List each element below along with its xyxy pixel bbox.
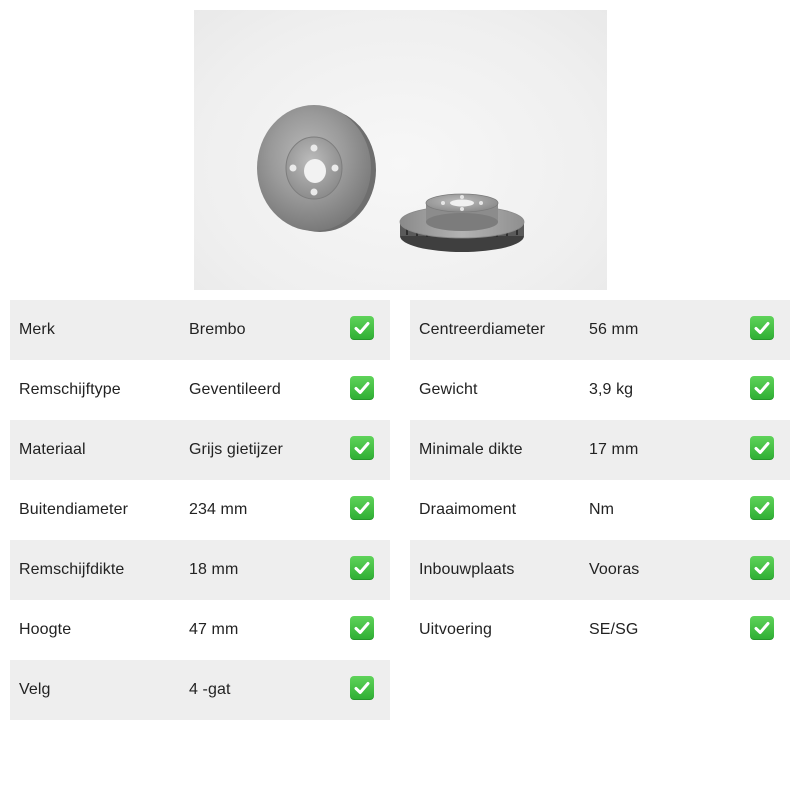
spec-value: 17 mm <box>589 441 639 458</box>
spec-value: SE/SG <box>589 621 639 638</box>
check-mark-icon <box>350 316 374 340</box>
check-mark-icon <box>750 496 774 520</box>
spec-row-materiaal <box>10 420 390 480</box>
spec-value: 4 -gat <box>189 681 231 698</box>
spec-row-remschijfdikte <box>10 540 390 600</box>
product-photo <box>194 10 607 290</box>
spec-row-inbouwplaats <box>410 540 790 600</box>
spec-row-buitendiameter <box>10 480 390 540</box>
spec-label: Centreerdiameter <box>419 321 546 338</box>
spec-row-minimale-dikte <box>410 420 790 480</box>
check-mark-icon <box>750 436 774 460</box>
spec-table-right <box>410 300 790 660</box>
spec-label: Remschijftype <box>19 381 121 398</box>
check-mark-icon <box>350 676 374 700</box>
spec-value: 234 mm <box>189 501 248 518</box>
spec-label: Uitvoering <box>419 621 493 638</box>
check-mark-icon <box>750 316 774 340</box>
spec-table-left <box>10 300 390 720</box>
spec-label: Merk <box>19 321 55 338</box>
spec-label: Remschijfdikte <box>19 561 125 578</box>
spec-value: Geventileerd <box>189 381 281 398</box>
spec-row-gewicht <box>410 360 790 420</box>
spec-row-draaimoment <box>410 480 790 540</box>
spec-value: Vooras <box>589 561 640 578</box>
check-mark-icon <box>750 556 774 580</box>
spec-row-hoogte <box>10 600 390 660</box>
check-mark-icon <box>350 436 374 460</box>
spec-value: Grijs gietijzer <box>189 441 283 458</box>
spec-value: Brembo <box>189 321 246 338</box>
spec-row-remschijftype <box>10 360 390 420</box>
check-mark-icon <box>350 496 374 520</box>
spec-label: Materiaal <box>19 441 86 458</box>
spec-value: 3,9 kg <box>589 381 634 398</box>
spec-value: 47 mm <box>189 621 239 638</box>
spec-row-merk <box>10 300 390 360</box>
spec-row-uitvoering <box>410 600 790 660</box>
check-mark-icon <box>750 376 774 400</box>
spec-value: 56 mm <box>589 321 639 338</box>
spec-value: Nm <box>589 501 615 518</box>
spec-row-velg <box>10 660 390 720</box>
spec-label: Gewicht <box>419 381 478 398</box>
spec-label: Velg <box>19 681 51 698</box>
spec-label: Buitendiameter <box>19 501 129 518</box>
spec-value: 18 mm <box>189 561 239 578</box>
spec-label: Draaimoment <box>419 501 517 518</box>
spec-label: Minimale dikte <box>419 441 523 458</box>
spec-row-centreerdiameter <box>410 300 790 360</box>
check-mark-icon <box>750 616 774 640</box>
spec-label: Hoogte <box>19 621 72 638</box>
check-mark-icon <box>350 616 374 640</box>
check-mark-icon <box>350 376 374 400</box>
check-mark-icon <box>350 556 374 580</box>
brake-disc-pair-photo <box>194 10 607 290</box>
spec-label: Inbouwplaats <box>419 561 515 578</box>
